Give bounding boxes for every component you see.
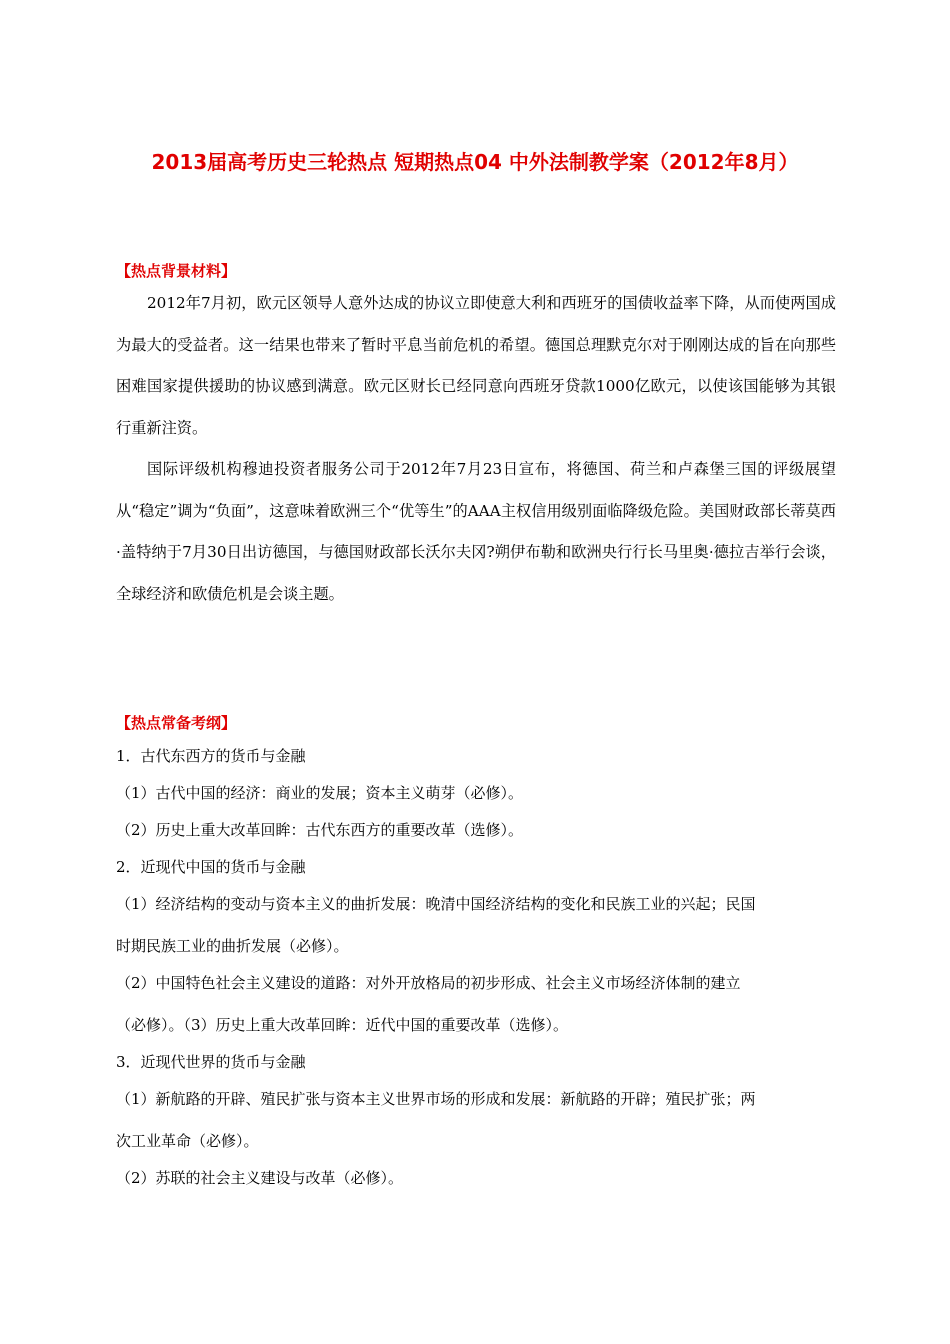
list-item: （2）苏联的社会主义建设与改革（必修）。 [116,1169,404,1187]
list-item: （1）新航路的开辟、殖民扩张与资本主义世界市场的形成和发展：新航路的开辟；殖民扩张；两 [116,1090,756,1108]
list-item: 时期民族工业的曲折发展（必修）。 [116,937,349,955]
section-heading-syllabus: 【热点常备考纲】 [116,714,237,732]
list-item: 次工业革命（必修）。 [116,1132,259,1150]
background-paragraph: 2012年7月初，欧元区领导人意外达成的协议立即使意大利和西班牙的国债收益率下降，从而使两国成为最大的受益者。这一结果也带来了暂时平息当前危机的希望。德国总理默克尔对于刚刚达成的旨在向那些困难国家提供援助的协议感到满意。欧元区财长已经同意向西班牙贷款1000亿欧元，以使该国能够为其银行重新注资。 [116,294,836,437]
document-title: 2013届高考历史三轮热点 短期热点04 中外法制教学案（2012年8月） [151,150,799,174]
list-item: （1）经济结构的变动与资本主义的曲折发展：晚清中国经济结构的变化和民族工业的兴起；民国 [116,895,756,913]
list-item: （1）古代中国的经济：商业的发展；资本主义萌芽（必修）。 [116,784,524,802]
list-item: 3．近现代世界的货币与金融 [116,1053,306,1071]
section-heading-background: 【热点背景材料】 [116,262,237,280]
list-item: （2）中国特色社会主义建设的道路：对外开放格局的初步形成、社会主义市场经济体制的建立 [116,974,741,992]
list-item: 2．近现代中国的货币与金融 [116,858,306,876]
list-item: （2）历史上重大改革回眸：古代东西方的重要改革（选修）。 [116,821,524,839]
list-item: 1．古代东西方的货币与金融 [116,747,306,765]
list-item: （必修）。（3）历史上重大改革回眸：近代中国的重要改革（选修）。 [116,1016,569,1034]
background-material [116,283,836,615]
background-paragraph: 国际评级机构穆迪投资者服务公司于2012年7月23日宣布，将德国、荷兰和卢森堡三国的评级展望从“稳定”调为“负面”，这意味着欧洲三个“优等生”的AAA主权信用级别面临降级危险。美国财政部长蒂莫西·盖特纳于7月30日出访德国，与德国财政部长沃尔夫冈?朔伊布勒和欧洲央行行长马里奥·德拉吉举行会谈，全球经济和欧债危机是会谈主题。 [116,460,836,603]
syllabus-list [116,746,846,1205]
